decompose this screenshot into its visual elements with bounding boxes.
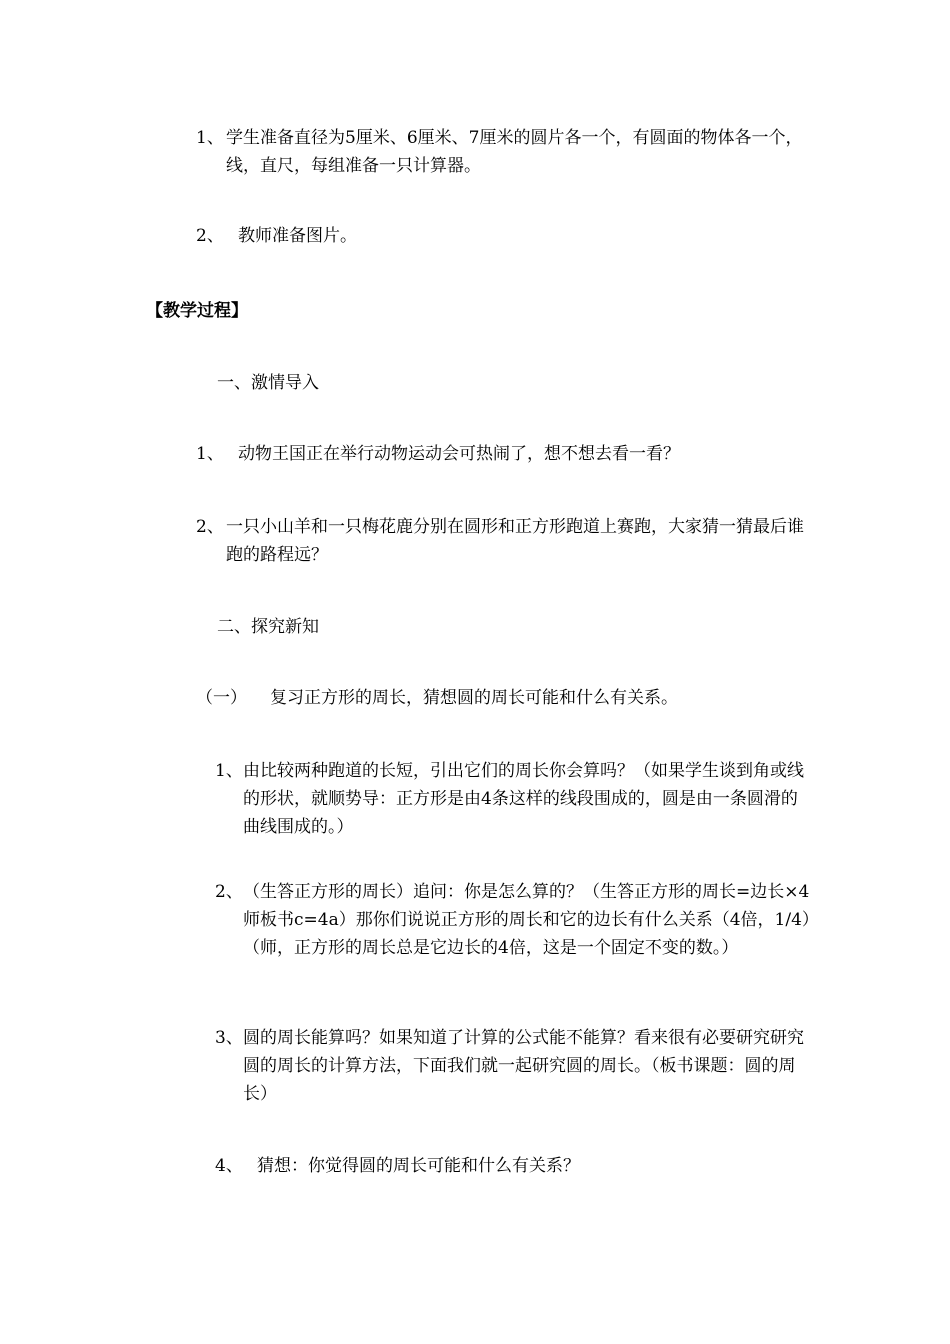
section-1-item-2-text: 一只小山羊和一只梅花鹿分别在圆形和正方形跑道上赛跑，大家猜一猜最后谁跑的路程远？ [226,517,804,565]
section-2-item-2-number: 2、 [215,882,243,902]
section-1-item-1-text: 动物王国正在举行动物运动会可热闹了，想不想去看一看？ [238,444,680,464]
section-2-item-3-number: 3、 [215,1028,243,1048]
section-1-item-2 [196,513,812,569]
teaching-process-heading: 【教学过程】 [146,301,248,321]
section-1-title: 一、激情导入 [217,373,319,393]
section-2-item-2-text: （生答正方形的周长）追问：你是怎么算的？（生答正方形的周长=边长×4师板书c=4a）那你们说说正方形的周长和它的边长有什么关系（4倍，1/4）（师，正方形的周长总是它边长的4倍，这是一个固定不变的数。） [243,882,811,958]
section-2-subheading [196,684,812,712]
section-2-item-3 [215,1024,812,1108]
section-2-item-1-text: 由比较两种跑道的长短，引出它们的周长你会算吗？（如果学生谈到角或线的形状，就顺势导：正方形是由4条这样的线段围成的，圆是由一条圆滑的曲线围成的。） [243,761,804,837]
prep-item-1-number: 1、 [196,128,224,148]
section-2-item-1 [215,757,812,841]
prep-item-2-text: 教师准备图片。 [238,226,357,246]
section-1-item-2-number: 2、 [196,517,224,537]
prep-item-1-text: 学生准备直径为5厘米、6厘米、7厘米的圆片各一个，有圆面的物体各一个，线，直尺，每组准备一只计算器。 [226,128,803,176]
prep-item-2-number: 2、 [196,226,224,246]
prep-item-1 [196,124,812,180]
section-2-item-4-number: 4、 [215,1156,243,1176]
section-2-item-2 [215,878,812,962]
section-2-subheading-number: （一） [196,688,247,708]
section-1-item-1-number: 1、 [196,444,224,464]
section-2-item-1-number: 1、 [215,761,243,781]
section-1-item-1 [196,440,812,468]
section-2-subheading-text: 复习正方形的周长，猜想圆的周长可能和什么有关系。 [270,688,678,708]
section-2-item-4-text: 猜想：你觉得圆的周长可能和什么有关系？ [257,1156,580,1176]
section-2-item-4 [215,1152,812,1180]
section-2-title: 二、探究新知 [217,617,319,637]
section-2-item-3-text: 圆的周长能算吗？如果知道了计算的公式能不能算？看来很有必要研究研究圆的周长的计算方法，下面我们就一起研究圆的周长。（板书课题：圆的周长） [243,1028,804,1104]
prep-item-2 [196,222,812,250]
